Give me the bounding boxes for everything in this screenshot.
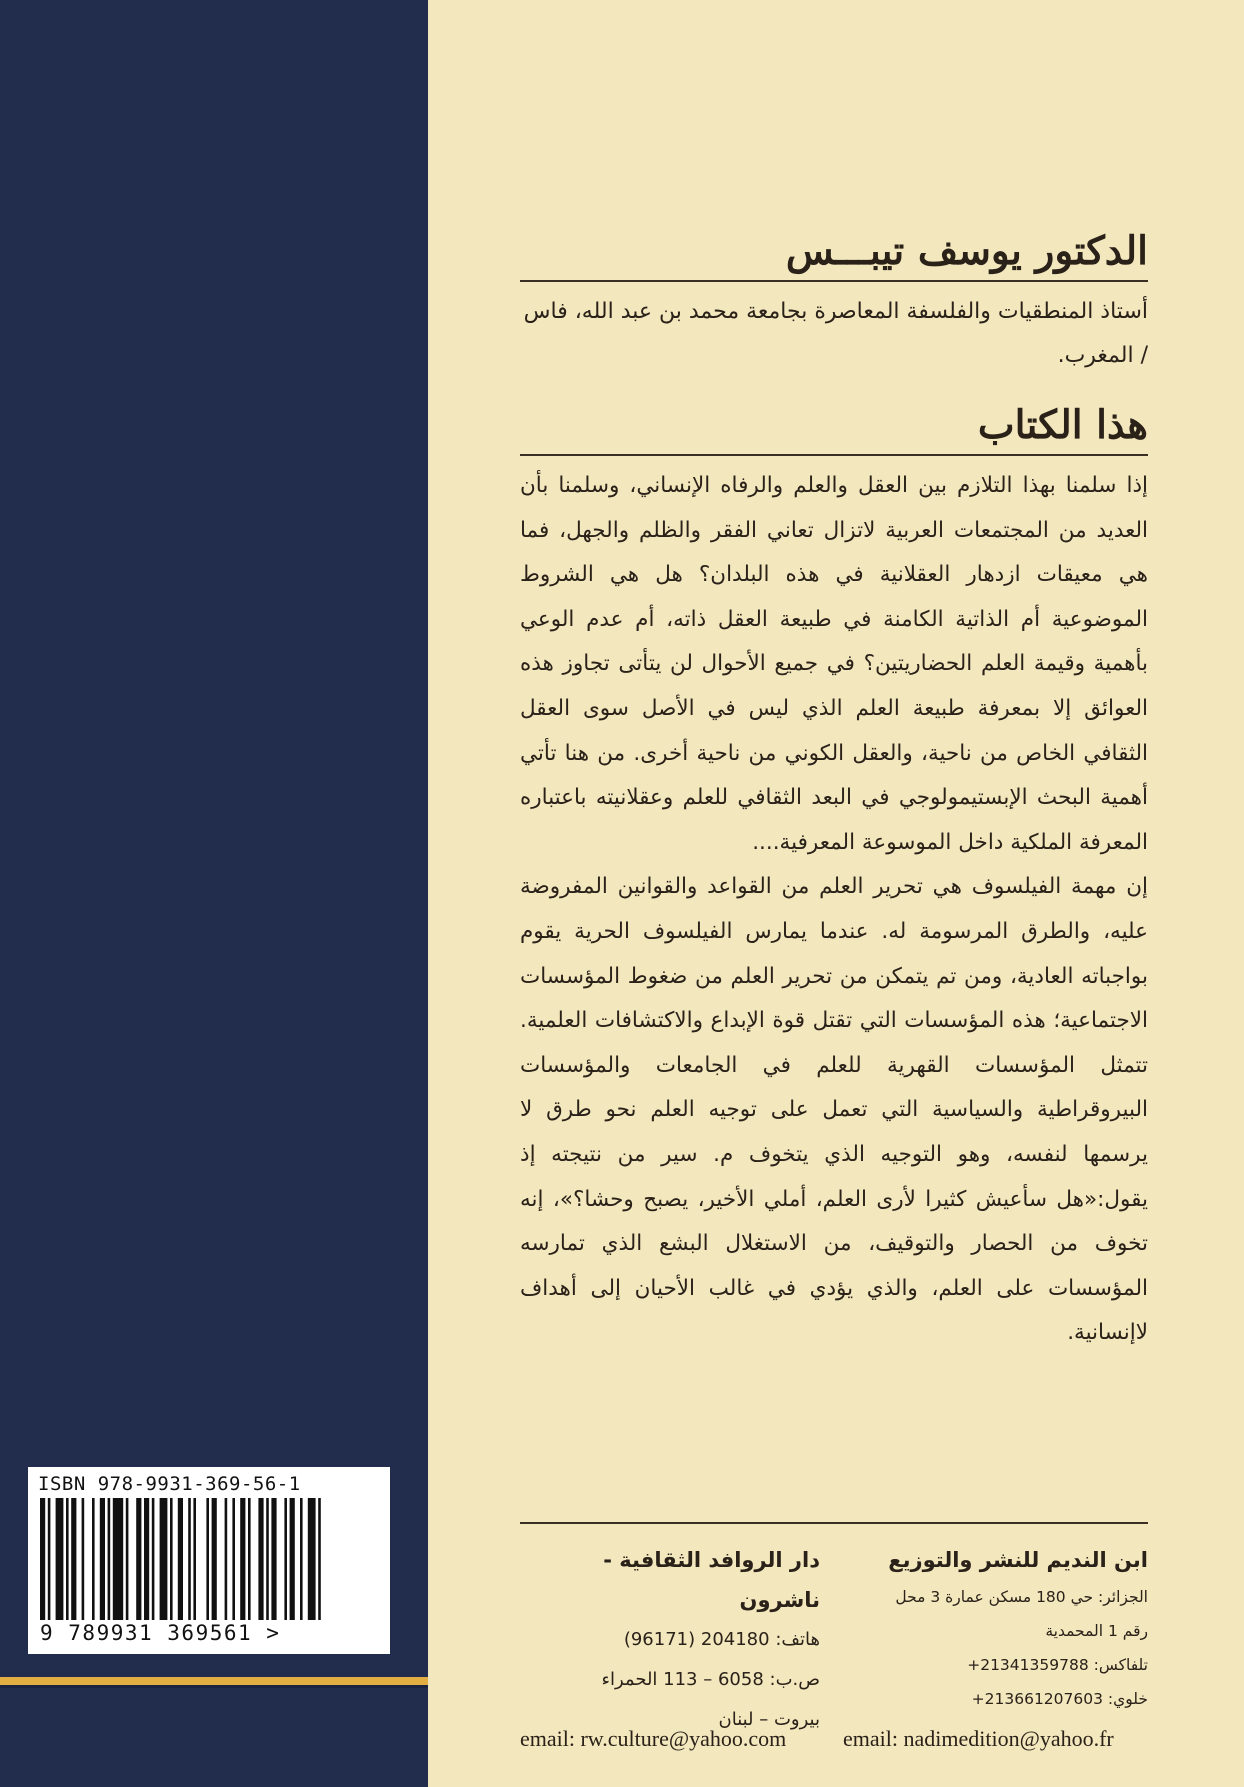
barcode-bar (144, 1498, 149, 1620)
about-rule (520, 454, 1148, 456)
publisher-phone: هاتف: 204180 (96171) (623, 1629, 820, 1650)
book-description (520, 464, 1148, 1356)
barcode-bar (40, 1498, 45, 1620)
barcode-bar (126, 1498, 129, 1620)
barcode-bar (152, 1498, 155, 1620)
cover-text (520, 222, 1148, 1356)
publisher-email: email: nadimedition@yahoo.fr (843, 1726, 1114, 1751)
barcode-bar (212, 1498, 217, 1620)
barcode-bar (266, 1498, 269, 1620)
gold-stripe (0, 1677, 428, 1685)
barcode-bar (193, 1498, 196, 1620)
barcode-bar (206, 1498, 209, 1620)
barcode-bar (248, 1498, 251, 1620)
barcode-bar (71, 1498, 76, 1620)
publisher-city: بيروت – لبنان (718, 1709, 820, 1730)
barcode-bars (38, 1498, 378, 1622)
barcode-bar (271, 1498, 276, 1620)
publisher-email: email: rw.culture@yahoo.com (520, 1726, 787, 1751)
barcode-bar (284, 1498, 287, 1620)
publisher-ibn-nadim (848, 1540, 1148, 1716)
publisher-address: الجزائر: حي 180 مسكن عمارة 3 محل (895, 1588, 1148, 1606)
barcode-bar (56, 1498, 64, 1620)
barcode-bar (136, 1498, 141, 1620)
barcode-bar (188, 1498, 191, 1620)
publisher-name: ابن النديم للنشر والتوزيع (888, 1548, 1148, 1572)
barcode-bar (82, 1498, 85, 1620)
publisher-mobile: خلوي: 213661207603+ (971, 1690, 1148, 1708)
about-heading: هذا الكتاب (977, 402, 1148, 448)
barcode-bar (308, 1498, 316, 1620)
publisher-name: دار الروافد الثقافية - ناشرون (603, 1548, 820, 1612)
publisher-address: رقم 1 المحمدية (1045, 1622, 1148, 1640)
barcode-bar (48, 1498, 51, 1620)
barcode-bar (66, 1498, 69, 1620)
barcode-bar (160, 1498, 168, 1620)
barcode-bar (240, 1498, 245, 1620)
barcode-bar (113, 1498, 123, 1620)
author-name: الدكتور يوسف تيبـــس (785, 228, 1148, 274)
barcode-bar (300, 1498, 303, 1620)
stripe-shadow (0, 1685, 428, 1688)
barcode-bar (258, 1498, 263, 1620)
barcode-bar (92, 1498, 95, 1620)
barcode-bar (225, 1498, 228, 1620)
barcode-digits: 9 789931 369561 > (40, 1621, 281, 1645)
author-rule (520, 280, 1148, 282)
isbn-label: ISBN 978-9931-369-56-1 (38, 1473, 301, 1495)
barcode-bar (232, 1498, 235, 1620)
barcode-bar (170, 1498, 173, 1620)
publisher-rawafed (520, 1540, 820, 1740)
publisher-fax: تلفاكس: 21341359788+ (967, 1656, 1148, 1674)
description-paragraph: إذا سلمنا بهذا التلازم بين العقل والعلم والرفاه الإنساني، وسلمنا بأن العديد من المجتمعات العربية لاتزال تعاني الفقر والظلم والجهل، فما هي معيقات ازدهار العقلانية في هذه البلدان؟ هل هي الشروط الموضوعية أم الذاتية الكامنة في طبيعة العقل ذاته، أم عدم الوعي بأهمية وقيمة العلم الحضاريتين؟ في جميع الأحوال لن يتأتى تجاوز هذه العوائق إلا بمعرفة طبيعة العلم الذي ليس في الأصل سوى العقل الثقافي الخاص من ناحية، والعقل الكوني من ناحية أخرى. من هنا تأتي أهمية البحث الإبستيمولوجي في البعد الثقافي للعلم وعقلانيته باعتباره المعرفة الملكية داخل الموسوعة المعرفية.... (520, 473, 1148, 855)
description-paragraph: إن مهمة الفيلسوف هي تحرير العلم من القواعد والقوانين المفروضة عليه، والطرق المرسومة له. عندما يمارس الفيلسوف الحرية يقوم بواجباته العادية، ومن تم يتمكن من تحرير العلم من ضغوط المؤسسات الاجتماعية؛ هذه المؤسسات التي تقتل قوة الإبداع والاكتشافات العلمية. تتمثل المؤسسات القهرية للعلم في الجامعات والمؤسسات البيروقراطية والسياسية التي تعمل على توجيه العلم نحو طرق لا يرسمها لنفسه، وهو التوجيه الذي يتخوف م. سير من نتيجته إذ يقول:«هل سأعيش كثيرا لأرى العلم، أملي الأخير، يصبح وحشا؟»، إنه تخوف من الحصار والتوقيف، من الاستغلال البشع الذي تمارسه المؤسسات على العلم، والذي يؤدي في غالب الأحيان إلى أهداف لاإنسانية. (520, 874, 1148, 1346)
barcode-bar (178, 1498, 183, 1620)
publisher-pobox: ص.ب: 6058 – 113 الحمراء (601, 1669, 820, 1690)
author-affiliation: أستاذ المنطقيات والفلسفة المعاصرة بجامعة محمد بن عبد الله، فاس / المغرب. (523, 299, 1148, 368)
barcode-bar (318, 1498, 321, 1620)
barcode-bar (108, 1498, 111, 1620)
barcode-bar (290, 1498, 295, 1620)
isbn-barcode (28, 1467, 390, 1654)
barcode-bar (100, 1498, 105, 1620)
footer-rule (520, 1522, 1148, 1524)
